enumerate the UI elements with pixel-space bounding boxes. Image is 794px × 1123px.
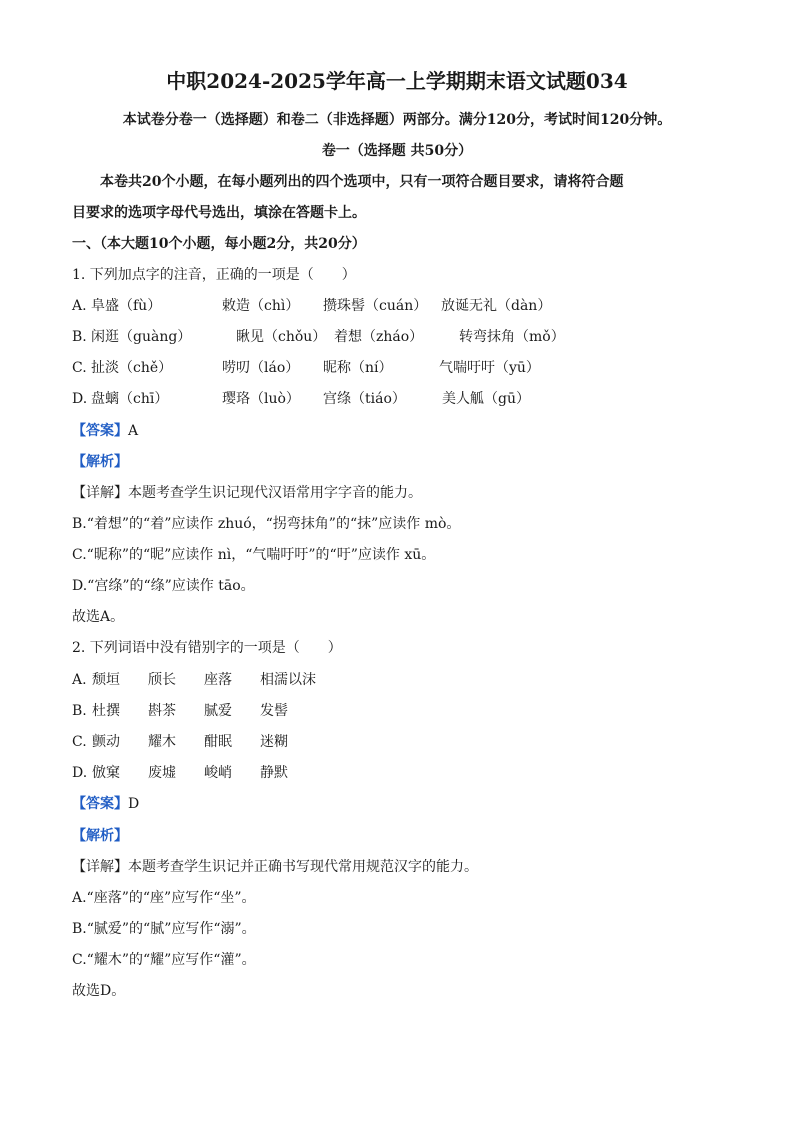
option-item: 闲逛（guàng）: [91, 329, 192, 345]
option-item: 气喘吁吁（yū）: [439, 360, 540, 376]
q2-note: A.“座落”的“座”应写作“坐”。: [72, 890, 256, 906]
option-item: 酣眠: [204, 734, 232, 750]
option-item: 美人觚（gū）: [442, 391, 530, 407]
question-1-stem: 1. 下列加点字的注音，正确的一项是（ ）: [72, 267, 356, 283]
option-item: 静默: [260, 765, 288, 781]
option-item: 颤动: [92, 734, 120, 750]
option-item: 倣窠: [92, 765, 120, 781]
option-item: 峻峭: [204, 765, 232, 781]
option-letter: D.: [72, 391, 88, 407]
option-item: 昵称（ní）: [323, 360, 393, 376]
option-letter: A.: [72, 298, 87, 314]
answer-tag: 【答案】: [72, 796, 128, 812]
q2-detail: [72, 857, 478, 877]
option-item: 瞅见（chǒu）: [236, 329, 327, 345]
part-heading: 一、（本大题10个小题，每小题2分，共20分）: [72, 236, 366, 252]
option-item: 座落: [204, 672, 232, 688]
option-item: 攒珠髻（cuán）: [323, 298, 428, 314]
option-letter: C.: [72, 734, 87, 750]
q1-note: C.“昵称”的“昵”应读作 nì，“气喘吁吁”的“吁”应读作 xū。: [72, 547, 436, 563]
option-item: 璎珞（luò）: [222, 391, 300, 407]
option-item: 放诞无礼（dàn）: [441, 298, 552, 314]
option-item: 相濡以沫: [260, 672, 316, 688]
option-item: 斟茶: [148, 703, 176, 719]
q1-answer: [72, 421, 138, 441]
exam-intro: 本试卷分卷一（选择题）和卷二（非选择题）两部分。满分120分，考试时间120分钟。: [122, 112, 672, 128]
q1-conclusion: 故选A。: [72, 609, 125, 625]
exam-title: 中职2024-2025学年高一上学期期末语文试题034: [166, 69, 628, 93]
option-item: 转弯抹角（mǒ）: [459, 329, 565, 345]
option-letter: C.: [72, 360, 87, 376]
option-item: 迷糊: [260, 734, 288, 750]
answer-value: A: [128, 423, 139, 439]
q1-note: D.“宫绦”的“绦”应读作 tāo。: [72, 578, 255, 594]
option-item: 废墟: [148, 765, 176, 781]
q1-note: B.“着想”的“着”应读作 zhuó，“拐弯抹角”的“抹”应读作 mò。: [72, 516, 461, 532]
analysis-tag: 【解析】: [72, 454, 128, 470]
q2-note: C.“耀木”的“耀”应写作“灌”。: [72, 952, 256, 968]
instructions-line-2: 目要求的选项字母代号选出，填涂在答题卡上。: [72, 205, 366, 221]
q2-conclusion: 故选D。: [72, 983, 126, 999]
option-item: 腻爱: [204, 703, 232, 719]
answer-value: D: [128, 796, 140, 812]
analysis-tag: 【解析】: [72, 828, 128, 844]
section-title: 卷一（选择题 共50分）: [321, 143, 473, 159]
option-item: 耀木: [148, 734, 176, 750]
option-item: 颀长: [148, 672, 176, 688]
option-letter: B.: [72, 329, 87, 345]
option-item: 敕造（chì）: [222, 298, 300, 314]
question-2-stem: 2. 下列词语中没有错别字的一项是（ ）: [72, 640, 342, 656]
detail-text: 本题考查学生识记现代汉语常用字字音的能力。: [128, 485, 422, 501]
answer-tag: 【答案】: [72, 423, 128, 439]
option-item: 发髻: [260, 703, 288, 719]
detail-tag: 【详解】: [72, 485, 128, 501]
q2-answer: [72, 794, 139, 814]
option-item: 盘螭（chī）: [91, 391, 169, 407]
option-item: 宫绦（tiáo）: [323, 391, 406, 407]
instructions-line-1: 本卷共20个小题，在每小题列出的四个选项中，只有一项符合题目要求，请将符合题: [100, 174, 624, 190]
option-item: 着想（zháo）: [334, 329, 424, 345]
option-letter: B.: [72, 703, 87, 719]
q2-analysis: [72, 826, 128, 846]
q2-note: B.“腻爱”的“腻”应写作“溺”。: [72, 921, 256, 937]
option-item: 颓垣: [92, 672, 120, 688]
option-item: 唠叨（láo）: [222, 360, 300, 376]
option-letter: A.: [72, 672, 87, 688]
q1-analysis: [72, 452, 128, 472]
option-item: 阜盛（fù）: [91, 298, 162, 314]
option-letter: D.: [72, 765, 88, 781]
option-item: 杜撰: [92, 703, 120, 719]
detail-tag: 【详解】: [72, 859, 128, 875]
option-item: 扯淡（chě）: [91, 360, 173, 376]
detail-text: 本题考查学生识记并正确书写现代常用规范汉字的能力。: [128, 859, 478, 875]
q1-detail: [72, 483, 422, 503]
